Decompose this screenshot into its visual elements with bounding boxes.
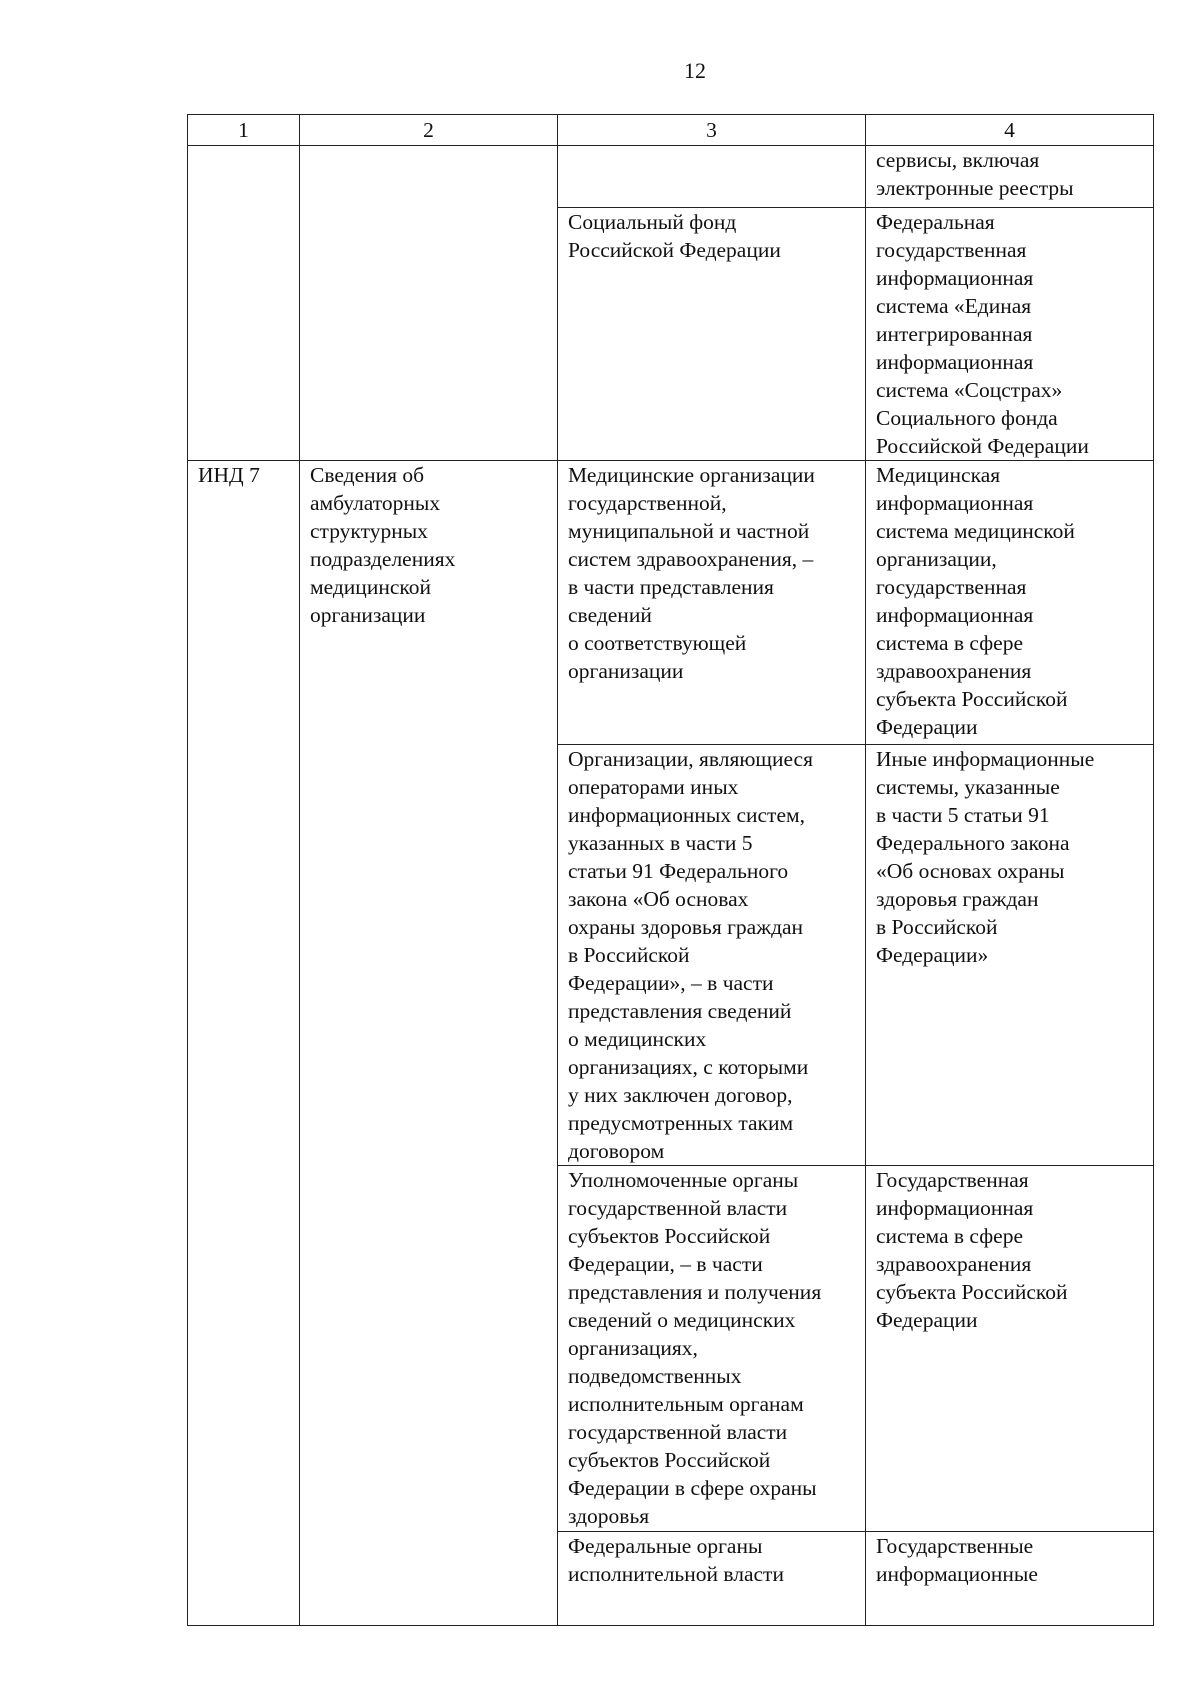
table-cell: [866, 461, 1154, 745]
page-number: 12: [684, 58, 706, 83]
table-cell: [866, 1166, 1154, 1532]
cell-text: Медицинские организации государственной, муниципальной и частной систем здравоохранения, – в части представления сведений о соответствующей организации: [568, 463, 815, 683]
table-cell: [866, 1532, 1154, 1626]
column-header-4: 4: [866, 115, 1154, 146]
data-table: [187, 114, 1154, 1626]
indicator-name-cell: [300, 461, 558, 1626]
cell-text: Социальный фонд Российской Федерации: [568, 210, 781, 262]
table-cell: [558, 146, 866, 208]
cell-text: Федеральная государственная информационная система «Единая интегрированная информационная система «Соцстрах» Социального фонда Российской Федерации: [876, 210, 1089, 458]
table-cell: [558, 1166, 866, 1532]
column-header-1: 1: [188, 115, 300, 146]
indicator-name: Сведения об амбулаторных структурных подразделениях медицинской организации: [310, 463, 456, 627]
column-header-3: 3: [558, 115, 866, 146]
cell-text: Организации, являющиеся операторами иных информационных систем, указанных в части 5 статьи 91 Федерального закона «Об основах охраны здоровья граждан в Российской Федерации», – в части представления сведений о медицинских организациях, с которыми у них заключен договор, предусмотренных таким договором: [568, 747, 813, 1163]
table-row: [188, 146, 1154, 208]
table-cell: [300, 146, 558, 461]
table-cell: [558, 461, 866, 745]
table-cell: [558, 745, 866, 1166]
cell-text: Государственные информационные: [876, 1534, 1038, 1586]
indicator-code-cell: [188, 461, 300, 1626]
column-header-2: 2: [300, 115, 558, 146]
cell-text: Уполномоченные органы государственной власти субъектов Российской Федерации, – в части представления и получения сведений о медицинских организациях, подведомственных исполнительным органам государственной власти субъектов Российской Федерации в сфере охраны здоровья: [568, 1168, 822, 1528]
table-row: [188, 461, 1154, 745]
cell-text: Государственная информационная система в сфере здравоохранения субъекта Российской Федерации: [876, 1168, 1068, 1332]
table-cell: [866, 208, 1154, 461]
table-cell: [188, 146, 300, 461]
indicator-code: ИНД 7: [198, 463, 260, 487]
table-cell: [866, 146, 1154, 208]
cell-text: Федеральные органы исполнительной власти: [568, 1534, 784, 1586]
table-cell: [558, 1532, 866, 1626]
cell-text: Медицинская информационная система медицинской организации, государственная информационная система в сфере здравоохранения субъекта Российской Федерации: [876, 463, 1075, 739]
table-cell: [558, 208, 866, 461]
cell-text: сервисы, включая электронные реестры: [876, 148, 1074, 200]
table-cell: [866, 745, 1154, 1166]
cell-text: Иные информационные системы, указанные в части 5 статьи 91 Федерального закона «Об основах охраны здоровья граждан в Российской Федерации»: [876, 747, 1095, 967]
header-row: [188, 115, 1154, 146]
